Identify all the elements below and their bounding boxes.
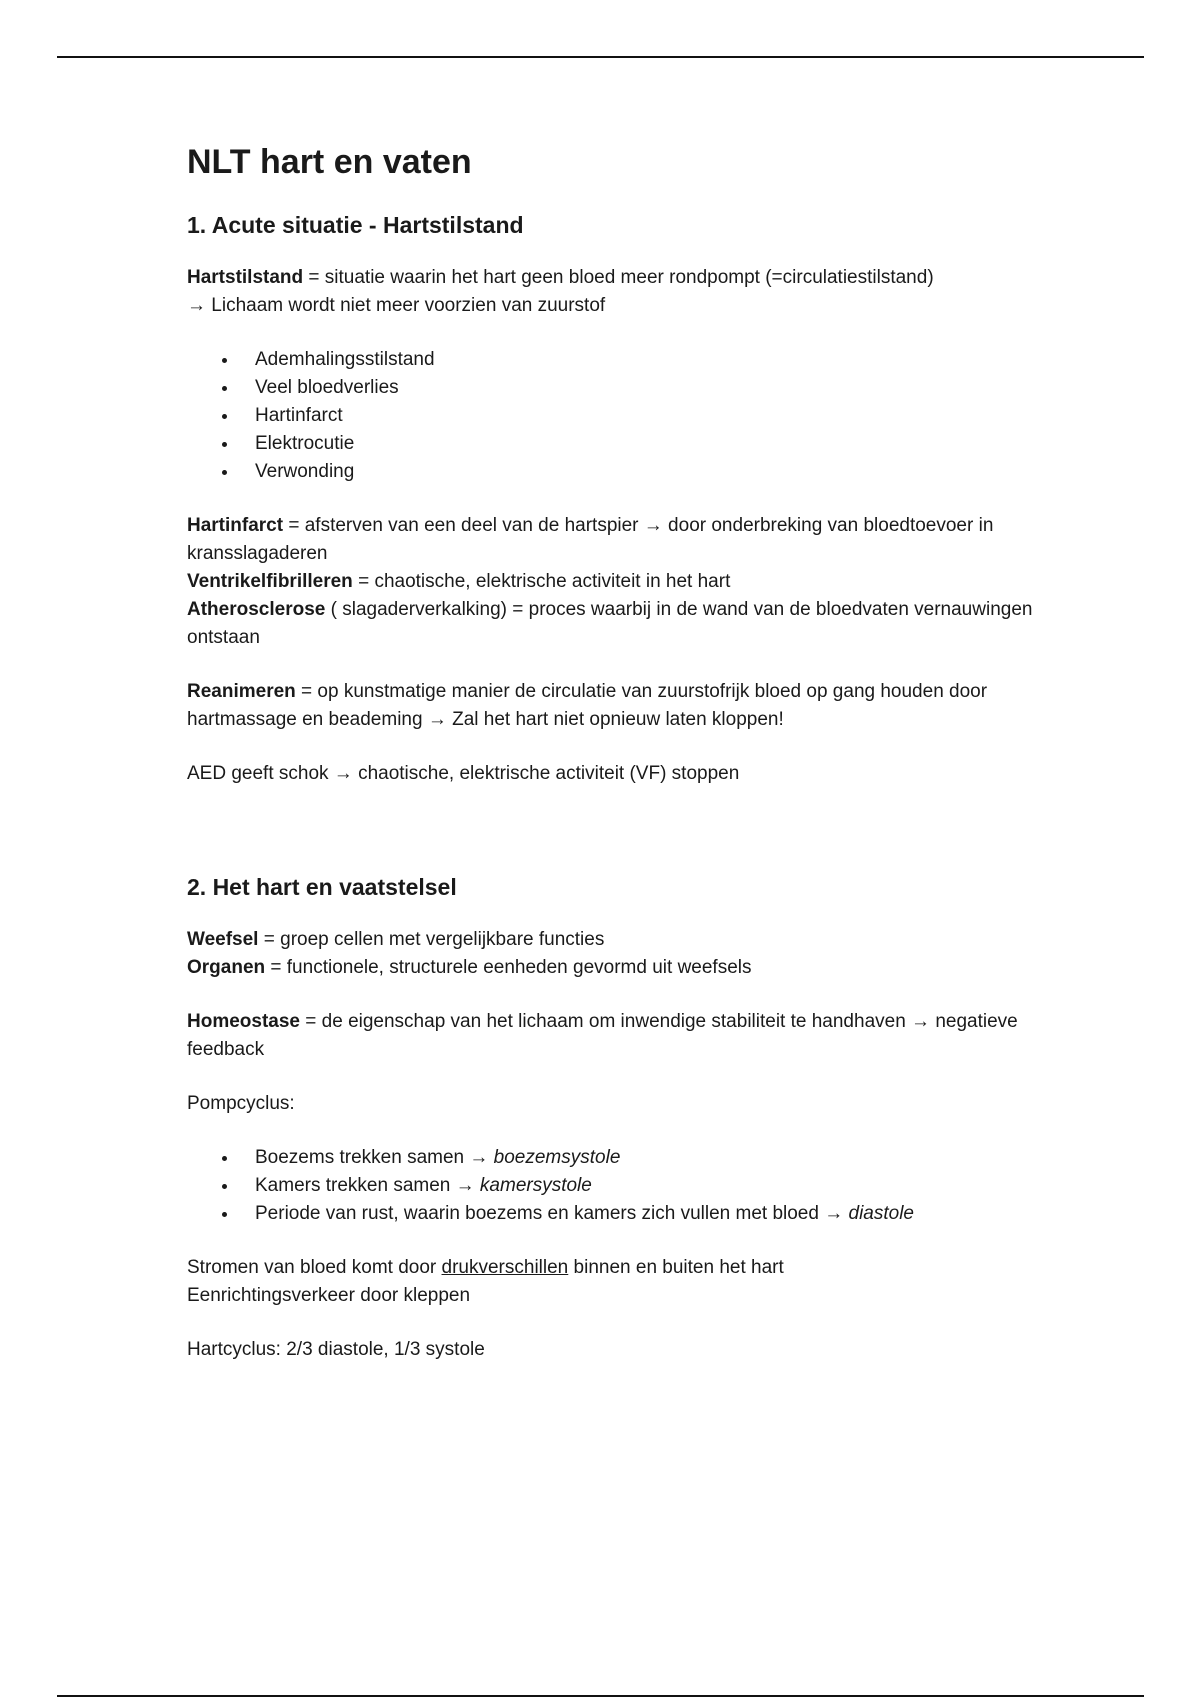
definition-text: = afsterven van een deel van de hartspier → door onderbreking van bloedtoevoer in kransslagaderen: [187, 515, 994, 564]
cycle-text: Boezems trekken samen →: [255, 1147, 494, 1168]
top-rule: [57, 56, 1144, 58]
list-item: Ademhalingsstilstand: [187, 346, 1067, 374]
list-item: [187, 1172, 1067, 1200]
definition-text: = op kunstmatige manier de circulatie van zuurstofrijk bloed op gang houden door hartmassage en beademing → Zal het hart niet opnieuw laten kloppen!: [187, 681, 988, 730]
list-item: Elektrocutie: [187, 430, 1067, 458]
bottom-rule: [57, 1695, 1144, 1697]
term-reanimeren: Reanimeren: [187, 681, 296, 702]
list-item: Verwonding: [187, 458, 1067, 486]
eenrichting-note: Eenrichtingsverkeer door kleppen: [187, 1285, 471, 1306]
list-item: Hartinfarct: [187, 402, 1067, 430]
term-weefsel: Weefsel: [187, 929, 259, 950]
causes-list: [187, 346, 1067, 486]
stromen-post: binnen en buiten het hart: [568, 1257, 784, 1278]
organen-definition: [187, 954, 1067, 982]
stromen-pre: Stromen van bloed komt door: [187, 1257, 442, 1278]
weefsel-definition: [187, 926, 1067, 954]
definition-text: = functionele, structurele eenheden gevormd uit weefsels: [265, 957, 752, 978]
definition-text: = de eigenschap van het lichaam om inwendige stabiliteit te handhaven → negatieve feedback: [187, 1011, 1018, 1060]
term-ventrikelfibrilleren: Ventrikelfibrilleren: [187, 571, 353, 592]
definition-text: = chaotische, elektrische activiteit in het hart: [352, 571, 731, 592]
aed-note: AED geeft schok → chaotische, elektrische activiteit (VF) stoppen: [187, 763, 740, 784]
drukverschillen-underlined: drukverschillen: [441, 1257, 569, 1278]
section-2-heading: 2. Het hart en vaatstelsel: [187, 874, 457, 900]
ventrikelfibrilleren-definition: [187, 568, 1067, 596]
reanimeren-definition: [187, 678, 1067, 734]
section-1-heading: 1. Acute situatie - Hartstilstand: [187, 212, 524, 238]
cycle-text: Periode van rust, waarin boezems en kamers zich vullen met bloed →: [255, 1203, 849, 1224]
hartinfarct-definition: [187, 512, 1067, 568]
pump-cycle-list: [187, 1144, 1067, 1228]
list-item: [187, 1144, 1067, 1172]
document-title: NLT hart en vaten: [187, 143, 472, 181]
definition-text: = groep cellen met vergelijkbare functies: [258, 929, 605, 950]
definition-text: ( slagaderverkalking) = proces waarbij in de wand van de bloedvaten vernauwingen ontstaan: [187, 599, 1033, 648]
term-atherosclerose: Atherosclerose: [187, 599, 326, 620]
hartcyclus-note: Hartcyclus: 2/3 diastole, 1/3 systole: [187, 1339, 485, 1360]
pompcyclus-label: Pompcyclus:: [187, 1093, 295, 1114]
term-hartinfarct: Hartinfarct: [187, 515, 284, 536]
document-body: [187, 132, 1067, 1364]
cycle-text: Kamers trekken samen →: [255, 1175, 480, 1196]
term-hartstilstand: Hartstilstand: [187, 267, 304, 288]
term-homeostase: Homeostase: [187, 1011, 300, 1032]
atherosclerose-definition: [187, 596, 1067, 652]
cycle-term: diastole: [848, 1203, 914, 1224]
cycle-term: kamersystole: [479, 1175, 592, 1196]
homeostase-definition: [187, 1008, 1067, 1064]
list-item: Veel bloedverlies: [187, 374, 1067, 402]
list-item: [187, 1200, 1067, 1228]
definition-text: = situatie waarin het hart geen bloed meer rondpompt (=circulatiestilstand): [303, 267, 934, 288]
term-organen: Organen: [187, 957, 266, 978]
hartstilstand-definition: [187, 264, 1067, 292]
hartstilstand-consequence: → Lichaam wordt niet meer voorzien van zuurstof: [187, 295, 606, 316]
stromen-note: [187, 1254, 1067, 1282]
cycle-term: boezemsystole: [493, 1147, 621, 1168]
